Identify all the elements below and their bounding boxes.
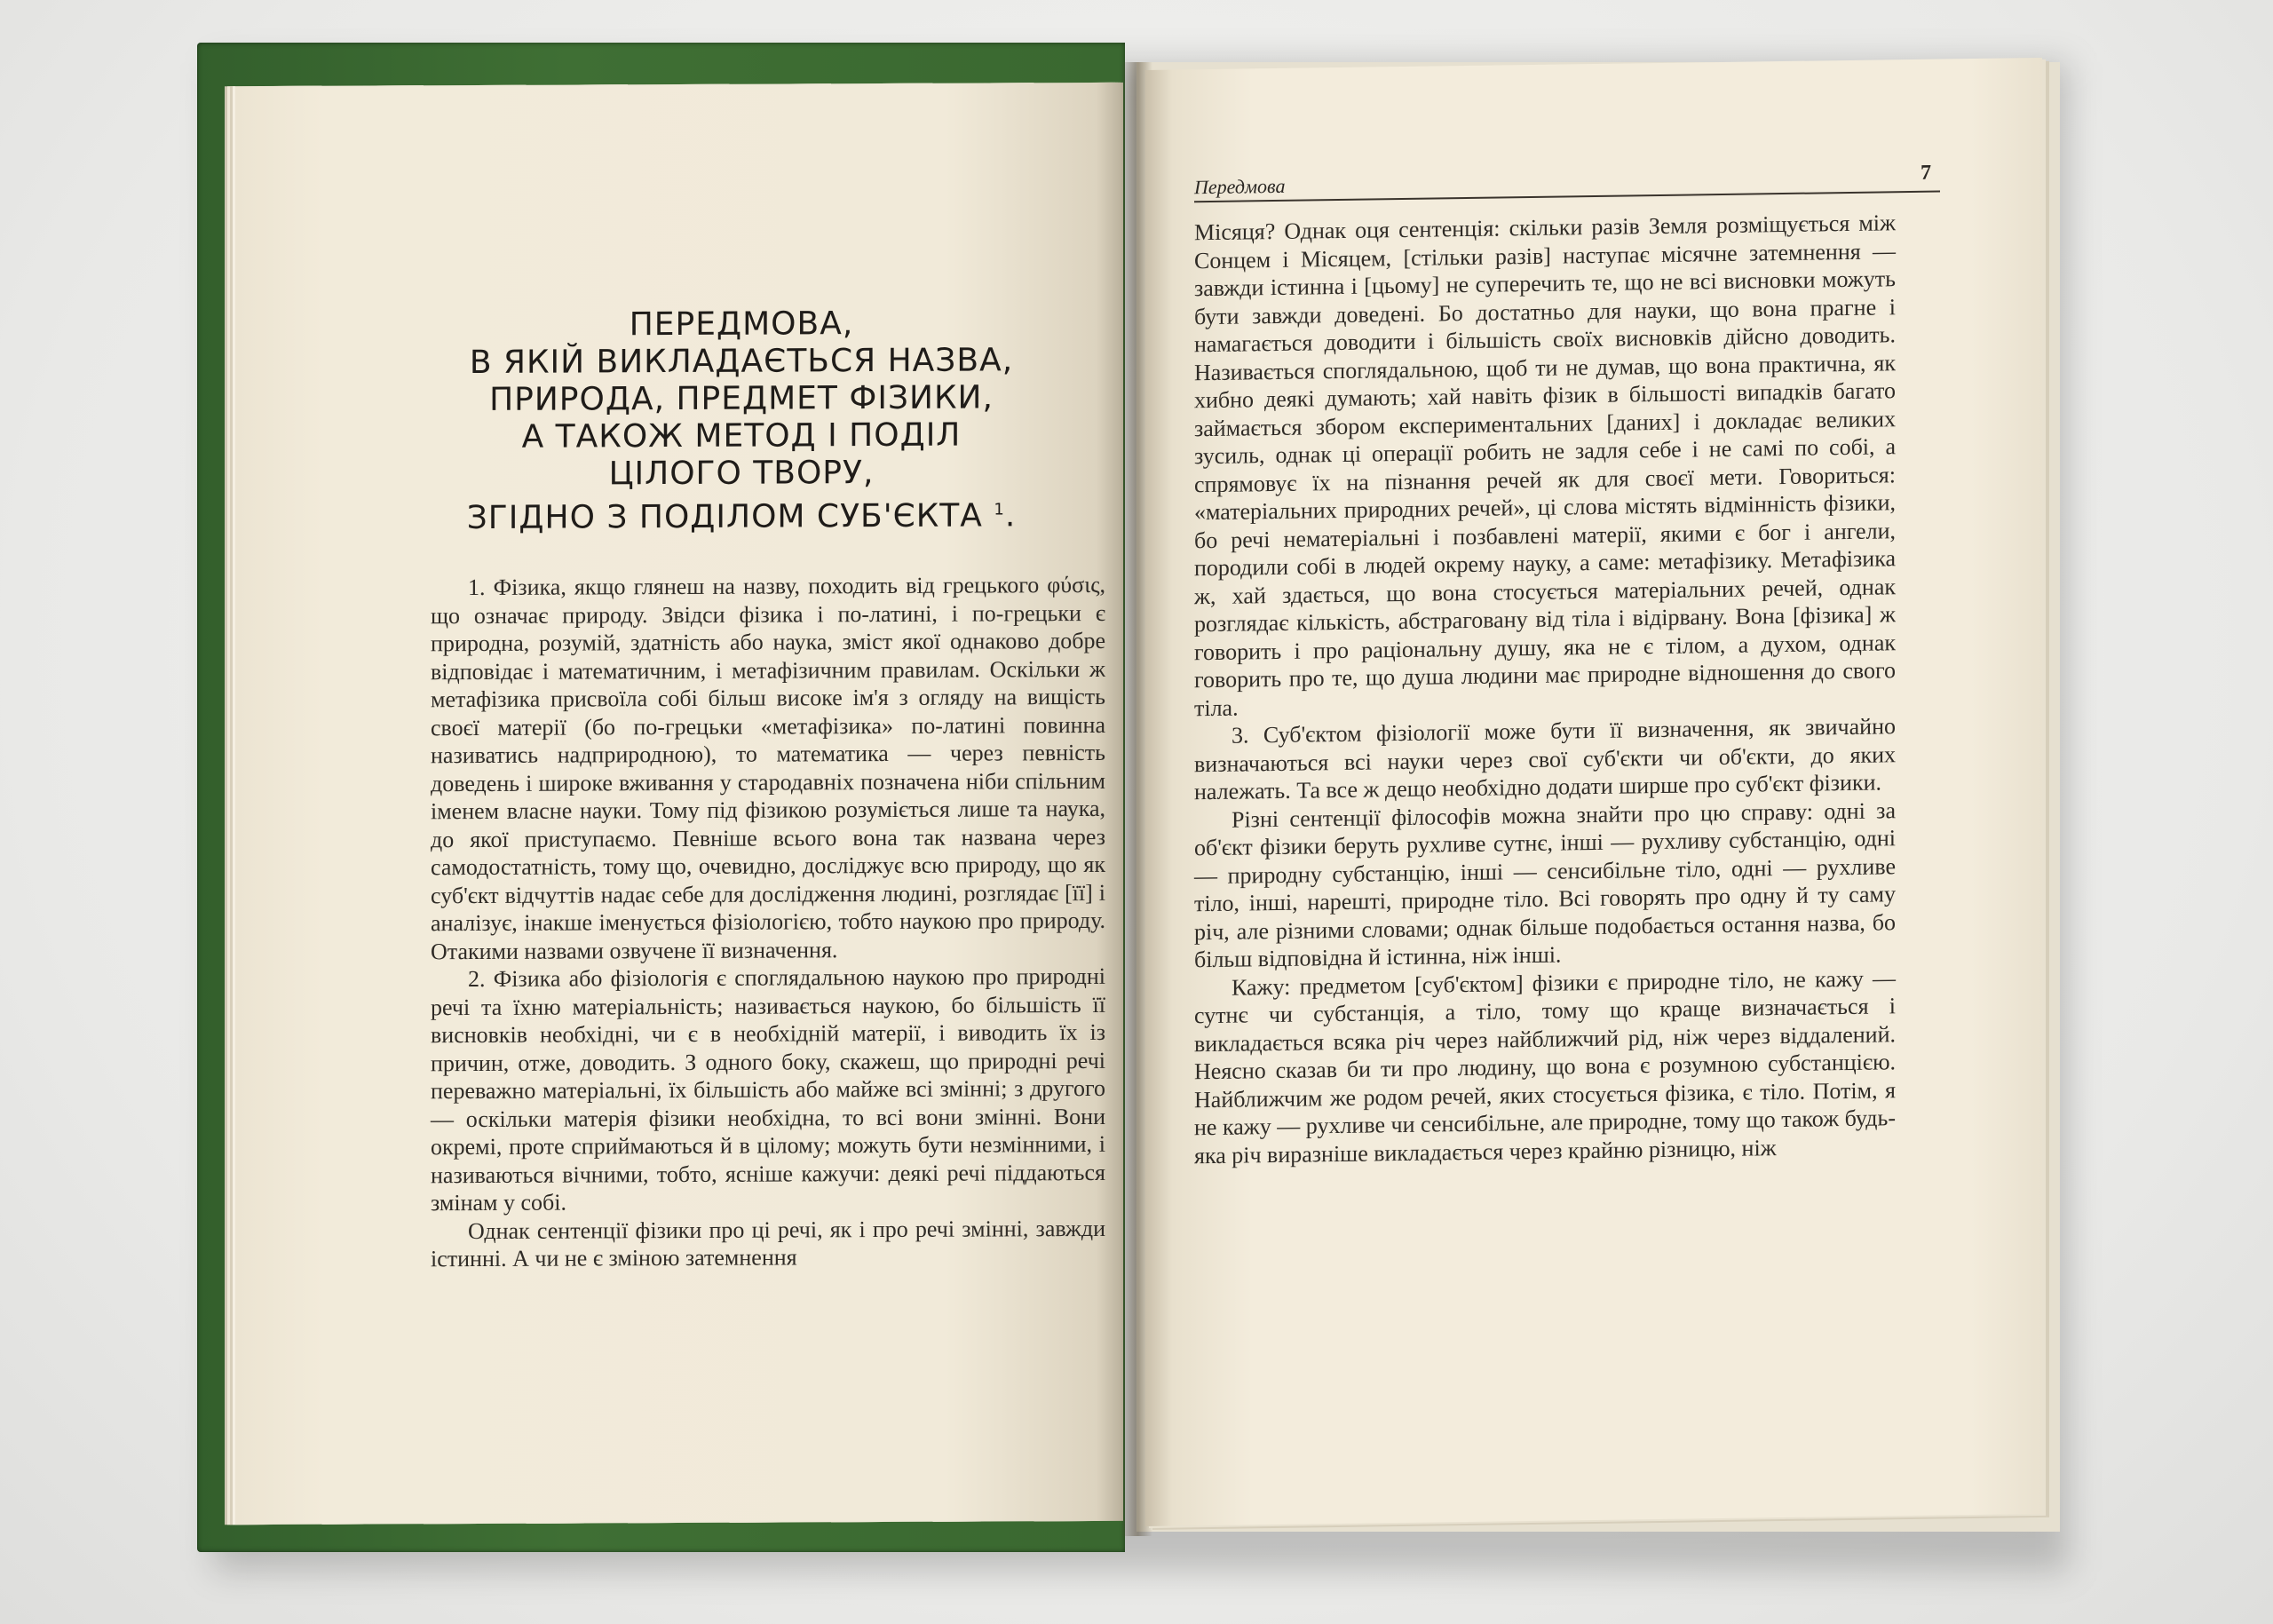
left-page: [235, 83, 1123, 1525]
running-head: [1194, 157, 1940, 203]
title-line: В ЯКІЙ ВИКЛАДАЄТЬСЯ НАЗВА,: [469, 342, 1014, 382]
paragraph: Кажу: предметом [суб'єктом] фізики є природне тіло, не кажу — сутнє чи субстанція, а тіло, тому що краще визначається і викладається всяка річ через найближчий рід, ніж через віддалений. Неясно сказав би ти про людину, що вона є розумною субстанцією. Найближчим же родом речей, яких стосується фізика, є тіло. Потім, я не кажу — рухливе чи сенсибільне, але природне, тому що також будь-яка річ виразніше викладається через крайню різницю, ніж: [1194, 964, 1896, 1168]
left-page-text: [431, 571, 1105, 1273]
paragraph: Різні сентенції філософів можна знайти про цю справу: одні за об'єкт фізики беруть рухливе сутнє, інші — рухливу субстанцію, одні — природну субстанцію, інші — сенсибільне тіло, одні — рухливе тіло, інші, нарешті, природне тіло. Всі говорять про одну й ту саму річ, але різними словами; однак більше подобається остання назва, бо більш відповідна й істинна, ніж інші.: [1194, 796, 1896, 973]
right-page-text: [1194, 209, 1896, 1169]
paragraph: Місяця? Однак оця сентенція: скільки разів Земля розміщується між Сонцем і Місяцем, [стільки разів] наступає місячне затемнення — завжди істинна і [цьому] не суперечить те, що не всі висновки можуть бути завжди доведені. Бо достатньо для науки, що вона прагне і намагається доводити і більшість своїх висновків дійсно доводить. Називається споглядальною, щоб ти не думав, що вона практична, як хибно деякі думають; хай навіть фізик в більшості випадків багато займається збором експериментальних [даних] і докладає великих зусиль, однак ці операції робить не задля себе і не самі по собі, а спрямовує їх на пізнання речей як для своєї мети. Говориться: «матеріальних природних речей», ці слова містять відмінність фізики, бо речі нематеріальні і позбавлені матерії, якими є бог і ангели, породили собі в людей окрему науку, а саме: метафізику. Метафізика ж, хай здається, що вона стосується матеріальних речей, однак розглядає кількість, абстраговану від тіла і відірвану. Вона [фізика] ж говорить і про раціональну душу, яка не є тілом, а духом, однак говорить про те, що душа людини має природне відношення до свого тіла.: [1194, 210, 1896, 721]
title-line: ПРИРОДА, ПРЕДМЕТ ФІЗИКИ,: [489, 379, 994, 418]
paragraph: 2. Фізика або фізіологія є споглядальною наукою про природні речі та їхню матеріальність; називається наукою, бо більшість її висновків необхідні, чи є в необхідній матерії, і виводить їх із причин, отже, доводить. З одного боку, скажеш, що природні речі переважно матеріальні, їх більшість або майже всі змінні; з другого — оскільки матерія фізики необхідна, то всі вони змінні. Вони окремі, проте сприймаються й в цілому; можуть бути незмінними, і називаються вічними, тобто, ясніше кажучи: деякі речі піддаються змінам у собі.: [431, 963, 1105, 1216]
footnote-marker: 1: [994, 500, 1005, 519]
chapter-title: [440, 305, 1043, 537]
title-line: ПЕРЕДМОВА,: [629, 305, 854, 344]
paragraph: 3. Суб'єктом фізіології може бути її визначення, як звичайно визначаються всі науки через свої суб'єкти чи об'єкти, до яких належать. Та все ж дещо необхідно додати ширше про суб'єкт фізики.: [1194, 713, 1896, 805]
paragraph: 1. Фізика, якщо глянеш на назву, походить від грецького φύσις, що означає природу. Звідси фізика і по-латині, і по-грецьки є природна, розумій, здатність або наука, зміст якої однаково добре відповідає і математичним, і метафізичним правилам. Оскільки ж метафізика присвоїла собі більш високе ім'я з огляду на вищість своєї матерії (бо по-грецьки «метафізика» по-латині повинна називатись надприродною), то математика — через певність доведень і широке вживання у стародавніх позначена ніби спільним іменем власне науки. Тому під фізикою розуміється лише та наука, до якої приступаємо. Певніше всього вона так названа через самодостатність, тому що, очевидно, досліджує всю природу, що як суб'єкт відчуттів надає себе для дослідження людині, розглядає [її] і аналізує, інакше іменується фізіологією, тобто наукою про природу. Отакими назвами озвучене її визначення.: [431, 571, 1105, 964]
title-line-last: ЗГІДНО З ПОДІЛОМ СУБ'ЄКТА $^1$.: [466, 497, 1017, 537]
title-line: ЗГІДНО З ПОДІЛОМ СУБ'ЄКТА: [466, 497, 983, 537]
page-number: 7: [1921, 161, 1931, 185]
paragraph: Однак сентенції фізики про ці речі, як і про речі змінні, завжди істинні. А чи не є зміною затемнення: [431, 1215, 1105, 1272]
title-line: ЦІЛОГО ТВОРУ,: [608, 455, 875, 493]
right-page: [1145, 58, 2042, 1526]
title-line: А ТАКОЖ МЕТОД І ПОДІЛ: [521, 416, 962, 456]
running-head-label: Передмова: [1194, 174, 1286, 199]
